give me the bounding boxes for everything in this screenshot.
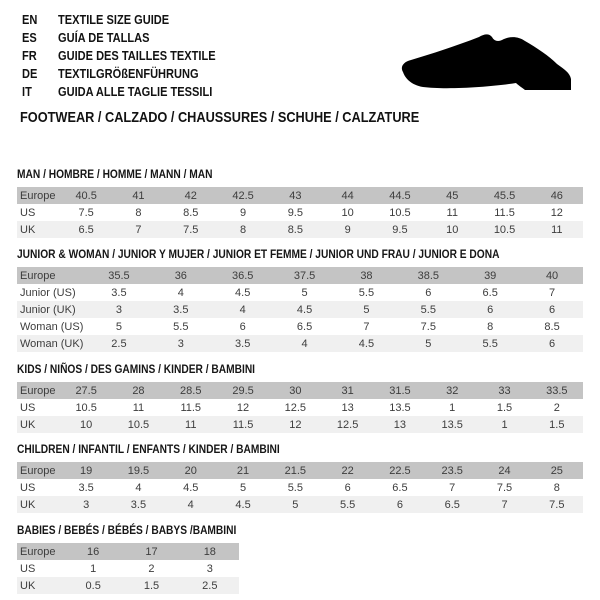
size-cell: 11 <box>551 223 563 236</box>
row-label: UK <box>20 223 36 236</box>
size-cell: 3.5 <box>235 337 251 350</box>
size-cell: 2.5 <box>111 337 127 350</box>
table-row <box>17 560 239 577</box>
size-cell: 5 <box>292 498 299 511</box>
size-table <box>17 267 583 352</box>
table-row <box>17 479 583 496</box>
row-label: UK <box>20 498 36 511</box>
size-cell: 11 <box>446 206 458 219</box>
size-cell: 12.5 <box>336 418 359 431</box>
size-cell: 40.5 <box>75 189 97 202</box>
size-cell: 6.5 <box>78 223 94 236</box>
size-cell: 28.5 <box>180 384 202 397</box>
size-cell: 7 <box>549 286 556 299</box>
size-cell: 12.5 <box>284 401 307 414</box>
size-cell: 8.5 <box>287 223 303 236</box>
table-row <box>17 382 583 399</box>
category-heading: FOOTWEAR / CALZADO / CHAUSSURES / SCHUHE / CALZATURE <box>20 109 420 126</box>
size-cell: 19 <box>80 464 93 477</box>
size-cell: 6 <box>549 337 556 350</box>
size-cell: 42 <box>184 189 197 202</box>
size-cell: 8.5 <box>183 206 199 219</box>
size-cell: 9 <box>239 206 247 219</box>
language-code: EN <box>22 11 38 27</box>
row-label: Woman (UK) <box>20 337 84 350</box>
table-title: CHILDREN / INFANTIL / ENFANTS / KINDER / BAMBINI <box>17 442 280 456</box>
row-label: UK <box>20 418 36 431</box>
size-cell: 11 <box>132 401 145 414</box>
size-cell: 7.5 <box>420 320 436 333</box>
size-cell: 25 <box>550 464 563 477</box>
size-cell: 22.5 <box>389 464 411 477</box>
size-cell: 1.5 <box>496 401 513 414</box>
size-cell: 38.5 <box>417 269 440 282</box>
size-cell: 42.5 <box>232 189 254 202</box>
row-label: US <box>20 562 36 575</box>
row-label: US <box>20 206 36 219</box>
table-row <box>17 496 583 513</box>
size-cell: 3 <box>83 498 90 511</box>
size-cell: 4 <box>177 286 184 299</box>
size-cell: 10 <box>80 418 93 431</box>
size-table <box>17 382 583 433</box>
size-table <box>17 462 583 513</box>
size-cell: 1 <box>90 562 97 575</box>
size-cell: 7 <box>501 498 508 511</box>
size-cell: 13 <box>341 401 354 414</box>
size-cell: 4.5 <box>183 481 199 494</box>
size-cell: 3.5 <box>173 303 189 316</box>
size-cell: 8 <box>487 320 494 333</box>
size-cell: 11 <box>185 418 197 431</box>
size-cell: 3 <box>115 303 122 316</box>
size-cell: 32 <box>446 384 459 397</box>
size-cell: 1.5 <box>549 418 565 431</box>
size-cell: 11.5 <box>232 418 254 431</box>
size-cell: 5 <box>425 337 432 350</box>
table-row <box>17 577 239 594</box>
size-cell: 0.5 <box>85 579 101 592</box>
size-cell: 36 <box>174 269 187 282</box>
row-label: Europe <box>20 464 56 477</box>
row-label: US <box>20 481 36 494</box>
row-label: Junior (UK) <box>20 303 76 316</box>
table-title: JUNIOR & WOMAN / JUNIOR Y MUJER / JUNIOR ET FEMME / JUNIOR UND FRAU / JUNIOR E DONA <box>17 247 500 261</box>
language-row <box>22 64 243 82</box>
size-cell: 4.5 <box>358 337 375 350</box>
language-code: IT <box>22 83 32 99</box>
size-cell: 6 <box>487 303 494 316</box>
row-label: Europe <box>20 384 56 397</box>
size-cell: 4 <box>135 481 142 494</box>
size-cell: 2.5 <box>202 579 218 592</box>
table-row <box>17 416 583 433</box>
table-row <box>17 221 583 238</box>
size-cell: 7 <box>363 320 370 333</box>
size-cell: 35.5 <box>108 269 130 282</box>
size-cell: 8 <box>135 206 142 219</box>
size-cell: 6.5 <box>482 286 498 299</box>
shoe-icon <box>400 33 576 95</box>
size-cell: 4.5 <box>235 286 251 299</box>
size-table-section <box>17 168 583 238</box>
row-label: Europe <box>20 545 56 558</box>
table-row <box>17 267 583 284</box>
size-cell: 21.5 <box>284 464 307 477</box>
language-label: TEXTILE SIZE GUIDE <box>58 11 170 27</box>
row-label: Europe <box>20 189 56 202</box>
size-cell: 33.5 <box>546 384 568 397</box>
size-cell: 6.5 <box>444 498 460 511</box>
size-cell: 4.5 <box>296 303 313 316</box>
row-label: US <box>20 401 36 414</box>
size-cell: 6.5 <box>296 320 313 333</box>
size-cell: 44.5 <box>389 189 411 202</box>
size-cell: 1 <box>501 418 508 431</box>
size-cell: 30 <box>289 384 302 397</box>
size-cell: 27.5 <box>75 384 97 397</box>
size-cell: 6 <box>425 286 432 299</box>
size-cell: 5.5 <box>482 337 498 350</box>
size-cell: 38 <box>360 269 373 282</box>
size-cell: 5.5 <box>287 481 303 494</box>
size-cell: 23.5 <box>441 464 463 477</box>
size-cell: 7.5 <box>78 206 94 219</box>
size-cell: 5.5 <box>173 320 189 333</box>
size-cell: 31.5 <box>389 384 411 397</box>
row-label: Woman (US) <box>20 320 84 333</box>
size-cell: 7.5 <box>183 223 199 236</box>
size-cell: 3.5 <box>111 286 127 299</box>
size-cell: 6 <box>549 303 556 316</box>
size-cell: 19.5 <box>127 464 150 477</box>
size-cell: 16 <box>87 545 100 558</box>
size-cell: 33 <box>498 384 511 397</box>
size-cell: 5.5 <box>358 286 375 299</box>
size-cell: 5 <box>363 303 370 316</box>
size-cell: 13.5 <box>441 418 463 431</box>
size-cell: 3.5 <box>78 481 94 494</box>
size-cell: 6 <box>239 320 246 333</box>
size-cell: 2 <box>148 562 155 575</box>
size-cell: 9 <box>344 223 351 236</box>
size-cell: 45 <box>446 189 459 202</box>
size-cell: 28 <box>132 384 145 397</box>
language-code: DE <box>22 65 38 81</box>
size-cell: 6.5 <box>392 481 408 494</box>
size-cell: 6 <box>344 481 351 494</box>
language-row <box>22 10 243 28</box>
size-table-section <box>17 363 583 433</box>
size-cell: 11.5 <box>494 206 515 219</box>
language-label: GUIDE DES TAILLES TEXTILE <box>58 47 216 63</box>
size-cell: 41 <box>132 189 145 202</box>
size-cell: 11.5 <box>180 401 202 414</box>
table-row <box>17 284 583 301</box>
size-cell: 3 <box>177 337 184 350</box>
size-cell: 4 <box>187 498 194 511</box>
language-code: ES <box>22 29 37 45</box>
size-cell: 8 <box>239 223 247 236</box>
size-cell: 13.5 <box>389 401 411 414</box>
size-cell: 39 <box>484 269 497 282</box>
language-row <box>22 46 243 64</box>
size-cell: 3 <box>206 562 213 575</box>
size-cell: 24 <box>498 464 511 477</box>
size-cell: 10.5 <box>493 223 516 236</box>
size-cell: 2 <box>553 401 560 414</box>
size-table <box>17 187 583 238</box>
size-cell: 44 <box>341 189 354 202</box>
language-label: TEXTILGRÖßENFÜHRUNG <box>58 65 199 81</box>
language-title-block <box>22 10 243 100</box>
table-title: MAN / HOMBRE / HOMME / MANN / MAN <box>17 167 213 181</box>
size-cell: 7 <box>135 223 142 236</box>
size-cell: 43 <box>289 189 302 202</box>
row-label: UK <box>20 579 36 592</box>
size-cell: 10.5 <box>389 206 411 219</box>
size-cell: 10 <box>446 223 459 236</box>
size-cell: 1.5 <box>143 579 160 592</box>
size-cell: 17 <box>145 545 158 558</box>
size-cell: 10 <box>341 206 354 219</box>
size-cell: 18 <box>203 545 216 558</box>
table-title: BABIES / BEBÉS / BÉBÉS / BABYS /BAMBINI <box>17 523 237 537</box>
size-cell: 12 <box>236 401 250 414</box>
size-cell: 5 <box>301 286 308 299</box>
size-cell: 5 <box>115 320 122 333</box>
size-cell: 20 <box>184 464 197 477</box>
table-row <box>17 318 583 335</box>
size-cell: 10.5 <box>75 401 97 414</box>
size-cell: 8.5 <box>544 320 560 333</box>
row-label: Europe <box>20 269 56 282</box>
size-cell: 5.5 <box>339 498 356 511</box>
size-table-section <box>17 248 583 352</box>
size-cell: 7.5 <box>549 498 565 511</box>
size-cell: 1 <box>449 401 456 414</box>
size-table-section <box>17 443 583 513</box>
size-cell: 9.5 <box>287 206 303 219</box>
size-cell: 29.5 <box>232 384 254 397</box>
size-cell: 5 <box>239 481 247 494</box>
size-cell: 31 <box>341 384 354 397</box>
language-label: GUIDA ALLE TAGLIE TESSILI <box>58 83 213 99</box>
size-cell: 37.5 <box>293 269 316 282</box>
size-cell: 9.5 <box>392 223 408 236</box>
table-row <box>17 335 583 352</box>
table-row <box>17 187 583 204</box>
size-cell: 12 <box>289 418 302 431</box>
size-cell: 7 <box>449 481 456 494</box>
size-cell: 6 <box>396 498 403 511</box>
size-cell: 12 <box>550 206 563 219</box>
table-row <box>17 204 583 221</box>
table-row <box>17 399 583 416</box>
table-row <box>17 543 239 560</box>
size-cell: 21 <box>236 464 250 477</box>
size-table <box>17 543 239 594</box>
size-cell: 7.5 <box>496 481 513 494</box>
size-cell: 22 <box>341 464 354 477</box>
language-row <box>22 28 243 46</box>
language-row <box>22 82 243 100</box>
size-table-section <box>17 524 239 594</box>
language-code: FR <box>22 47 37 63</box>
row-label: Junior (US) <box>20 286 76 299</box>
size-cell: 4 <box>301 337 308 350</box>
language-label: GUÍA DE TALLAS <box>58 29 150 45</box>
size-cell: 13 <box>393 418 407 431</box>
size-cell: 45.5 <box>493 189 516 202</box>
size-cell: 40 <box>545 269 559 282</box>
size-cell: 3.5 <box>130 498 147 511</box>
size-cell: 8 <box>553 481 560 494</box>
size-cell: 10.5 <box>127 418 150 431</box>
size-cell: 4.5 <box>235 498 251 511</box>
table-row <box>17 301 583 318</box>
size-cell: 4 <box>239 303 246 316</box>
table-row <box>17 462 583 479</box>
size-cell: 36.5 <box>231 269 254 282</box>
size-cell: 5.5 <box>420 303 436 316</box>
table-title: KIDS / NIÑOS / DES GAMINS / KINDER / BAMBINI <box>17 362 256 376</box>
size-cell: 46 <box>550 189 563 202</box>
